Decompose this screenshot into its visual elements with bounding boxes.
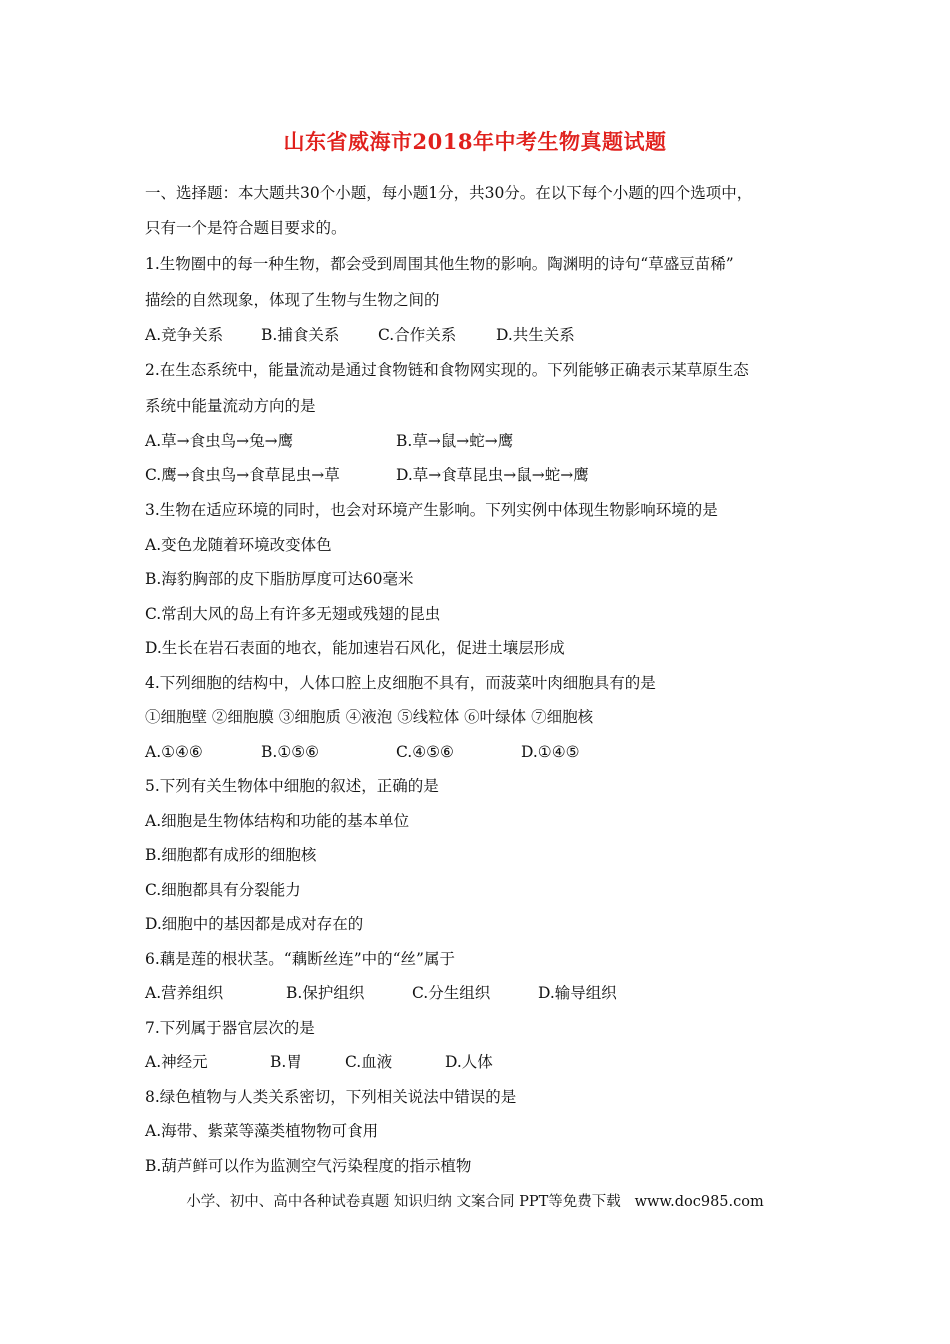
q8-option-b: B.葫芦鲜可以作为监测空气污染程度的指示植物 — [145, 1157, 472, 1175]
q1-stem-line-2: 描绘的自然现象，体现了生物与生物之间的 — [145, 291, 440, 309]
q1-option-a: A.竞争关系 — [145, 326, 224, 344]
page-footer: 小学、初中、高中各种试卷真题 知识归纳 文案合同 PPT等免费下载 www.doc985.com — [186, 1194, 764, 1210]
q6-option-c: C.分生组织 — [412, 984, 491, 1002]
q4-option-c: C.④⑤⑥ — [396, 743, 454, 761]
q8-option-a: A.海带、紫菜等藻类植物物可食用 — [145, 1122, 379, 1140]
document-title: 山东省威海市2018年中考生物真题试题 — [283, 129, 667, 154]
q4-option-b: B.①⑤⑥ — [261, 743, 320, 761]
q5-option-b: B.细胞都有成形的细胞核 — [145, 846, 317, 864]
q5-option-a: A.细胞是生物体结构和功能的基本单位 — [145, 812, 410, 830]
q2-option-c: C.鹰→食虫鸟→食草昆虫→草 — [145, 466, 340, 484]
q1-option-c: C.合作关系 — [378, 326, 457, 344]
q7-option-a: A.神经元 — [145, 1053, 208, 1071]
q2-option-b: B.草→鼠→蛇→鹰 — [396, 432, 514, 450]
q5-option-c: C.细胞都具有分裂能力 — [145, 881, 301, 899]
q2-stem-line-2: 系统中能量流动方向的是 — [145, 397, 316, 415]
q8-stem: 8.绿色植物与人类关系密切，下列相关说法中错误的是 — [145, 1088, 517, 1106]
q5-option-d: D.细胞中的基因都是成对存在的 — [145, 915, 364, 933]
q6-option-d: D.输导组织 — [538, 984, 617, 1002]
q4-option-d: D.①④⑤ — [521, 743, 580, 761]
q7-option-c: C.血液 — [345, 1053, 393, 1071]
q4-option-a: A.①④⑥ — [145, 743, 203, 761]
q2-option-a: A.草→食虫鸟→兔→鹰 — [145, 432, 294, 450]
q3-stem: 3.生物在适应环境的同时，也会对环境产生影响。下列实例中体现生物影响环境的是 — [145, 501, 718, 519]
q1-option-b: B.捕食关系 — [261, 326, 340, 344]
q1-option-d: D.共生关系 — [496, 326, 575, 344]
q2-option-d: D.草→食草昆虫→鼠→蛇→鹰 — [396, 466, 589, 484]
q2-stem-line-1: 2.在生态系统中，能量流动是通过食物链和食物网实现的。下列能够正确表示某草原生态 — [145, 361, 749, 379]
q4-structure-list: ①细胞壁 ②细胞膜 ③细胞质 ④液泡 ⑤线粒体 ⑥叶绿体 ⑦细胞核 — [145, 708, 594, 726]
q7-stem: 7.下列属于器官层次的是 — [145, 1019, 315, 1037]
section-instruction-line-1: 一、选择题：本大题共30个小题，每小题1分，共30分。在以下每个小题的四个选项中， — [145, 184, 753, 202]
q7-option-b: B.胃 — [270, 1053, 302, 1071]
section-instruction-line-2: 只有一个是符合题目要求的。 — [145, 219, 347, 237]
q3-option-b: B.海豹胸部的皮下脂肪厚度可达60毫米 — [145, 570, 414, 588]
q5-stem: 5.下列有关生物体中细胞的叙述，正确的是 — [145, 777, 439, 795]
q3-option-a: A.变色龙随着环境改变体色 — [145, 536, 332, 554]
q4-stem: 4.下列细胞的结构中，人体口腔上皮细胞不具有，而菠菜叶肉细胞具有的是 — [145, 674, 656, 692]
q3-option-d: D.生长在岩石表面的地衣，能加速岩石风化，促进土壤层形成 — [145, 639, 565, 657]
q3-option-c: C.常刮大风的岛上有许多无翅或残翅的昆虫 — [145, 605, 441, 623]
q7-option-d: D.人体 — [445, 1053, 493, 1071]
q1-stem-line-1: 1.生物圈中的每一种生物，都会受到周围其他生物的影响。陶渊明的诗句“草盛豆苗稀” — [145, 255, 734, 273]
q6-stem: 6.藕是莲的根状茎。“藕断丝连”中的“丝”属于 — [145, 950, 455, 968]
q6-option-b: B.保护组织 — [286, 984, 365, 1002]
q6-option-a: A.营养组织 — [145, 984, 224, 1002]
